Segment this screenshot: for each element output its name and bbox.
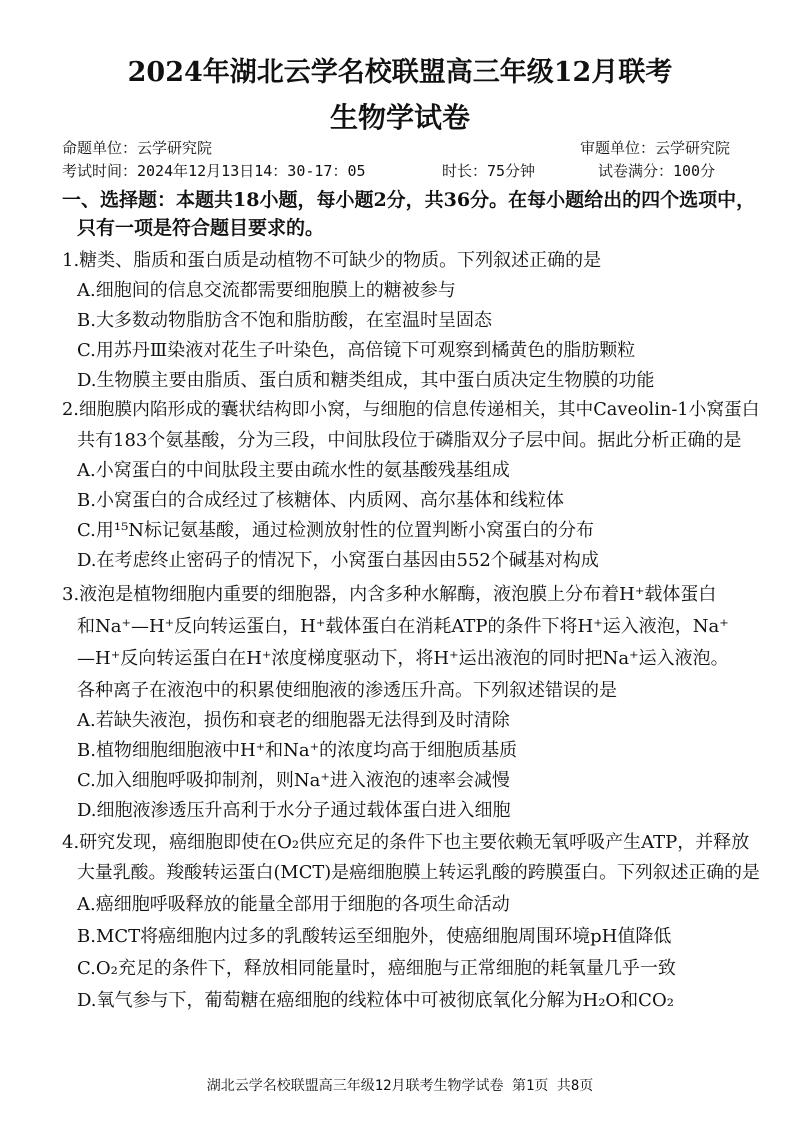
question-4-stem-cont: 大量乳酸。羧酸转运蛋白(MCT)是癌细胞膜上转运乳酸的跨膜蛋白。下列叙述正确的是 xyxy=(77,862,760,883)
question-1-option-a: A.细胞间的信息交流都需要细胞膜上的糖被参与 xyxy=(77,280,456,301)
question-4-option-d: D.氧气参与下，葡萄糖在癌细胞的线粒体中可被彻底氧化分解为H₂O和CO₂ xyxy=(77,990,674,1011)
section-heading-cont: 只有一项是符合题目要求的。 xyxy=(77,217,325,239)
exam-duration: 时长：75分钟 xyxy=(442,162,536,180)
section-heading: 一、选择题：本题共18小题，每小题2分，共36分。在每小题给出的四个选项中， xyxy=(62,189,756,211)
setter-unit: 命题单位：云学研究院 xyxy=(62,139,213,157)
question-2-option-a: A.小窝蛋白的中间肽段主要由疏水性的氨基酸残基组成 xyxy=(77,460,510,481)
question-2-option-d: D.在考虑终止密码子的情况下，小窝蛋白基因由552个碱基对构成 xyxy=(77,550,599,571)
question-3-option-d: D.细胞液渗透压升高利于水分子通过载体蛋白进入细胞 xyxy=(77,800,511,821)
question-4-option-a: A.癌细胞呼吸释放的能量全部用于细胞的各项生命活动 xyxy=(77,894,510,915)
question-1-option-d: D.生物膜主要由脂质、蛋白质和糖类组成，其中蛋白质决定生物膜的功能 xyxy=(77,370,655,391)
question-4-stem: 4.研究发现，癌细胞即使在O₂供应充足的条件下也主要依赖无氧呼吸产生ATP，并释放 xyxy=(62,832,750,853)
exam-title: 2024年湖北云学名校联盟高三年级12月联考 xyxy=(127,57,673,88)
page-footer: 湖北云学名校联盟高三年级12月联考生物学试卷 第1页 共8页 xyxy=(206,1078,594,1094)
question-1-option-b: B.大多数动物脂肪含不饱和脂肪酸，在室温时呈固态 xyxy=(77,310,492,331)
question-4-option-b: B.MCT将癌细胞内过多的乳酸转运至细胞外，使癌细胞周围环境pH值降低 xyxy=(77,926,672,947)
question-2-option-b: B.小窝蛋白的合成经过了核糖体、内质网、高尔基体和线粒体 xyxy=(77,490,564,511)
question-3-option-b: B.植物细胞细胞液中H⁺和Na⁺的浓度均高于细胞质基质 xyxy=(77,740,518,761)
question-2-option-c: C.用¹⁵N标记氨基酸，通过检测放射性的位置判断小窝蛋白的分布 xyxy=(77,520,595,541)
question-3-option-c: C.加入细胞呼吸抑制剂，则Na⁺进入液泡的速率会减慢 xyxy=(77,770,510,791)
full-score: 试卷满分：100分 xyxy=(598,162,716,180)
question-4-option-c: C.O₂充足的条件下，释放相同能量时，癌细胞与正常细胞的耗氧量几乎一致 xyxy=(77,958,676,979)
question-3-stem-cont-3: 各种离子在液泡中的积累使细胞液的渗透压升高。下列叙述错误的是 xyxy=(77,680,617,701)
question-3-stem-cont-1: 和Na⁺—H⁺反向转运蛋白，H⁺载体蛋白在消耗ATP的条件下将H⁺运入液泡，Na⁺ xyxy=(77,616,729,637)
question-3-option-a: A.若缺失液泡，损伤和衰老的细胞器无法得到及时清除 xyxy=(77,710,510,731)
question-3-stem: 3.液泡是植物细胞内重要的细胞器，内含多种水解酶，液泡膜上分布着H⁺载体蛋白 xyxy=(62,584,717,605)
exam-subtitle: 生物学试卷 xyxy=(329,101,470,134)
exam-time: 考试时间：2024年12月13日14：30-17：05 xyxy=(62,162,366,180)
question-2-stem-cont: 共有183个氨基酸，分为三段，中间肽段位于磷脂双分子层中间。据此分析正确的是 xyxy=(77,430,742,451)
question-2-stem: 2.细胞膜内陷形成的囊状结构即小窝，与细胞的信息传递相关，其中Caveolin-1小窝蛋白 xyxy=(62,400,760,420)
question-1-option-c: C.用苏丹Ⅲ染液对花生子叶染色，高倍镜下可观察到橘黄色的脂肪颗粒 xyxy=(77,340,636,361)
reviewer-unit: 审题单位：云学研究院 xyxy=(580,139,731,157)
question-1-stem: 1.糖类、脂质和蛋白质是动植物不可缺少的物质。下列叙述正确的是 xyxy=(62,250,602,271)
question-3-stem-cont-2: —H⁺反向转运蛋白在H⁺浓度梯度驱动下，将H⁺运出液泡的同时把Na⁺运入液泡。 xyxy=(77,648,729,669)
